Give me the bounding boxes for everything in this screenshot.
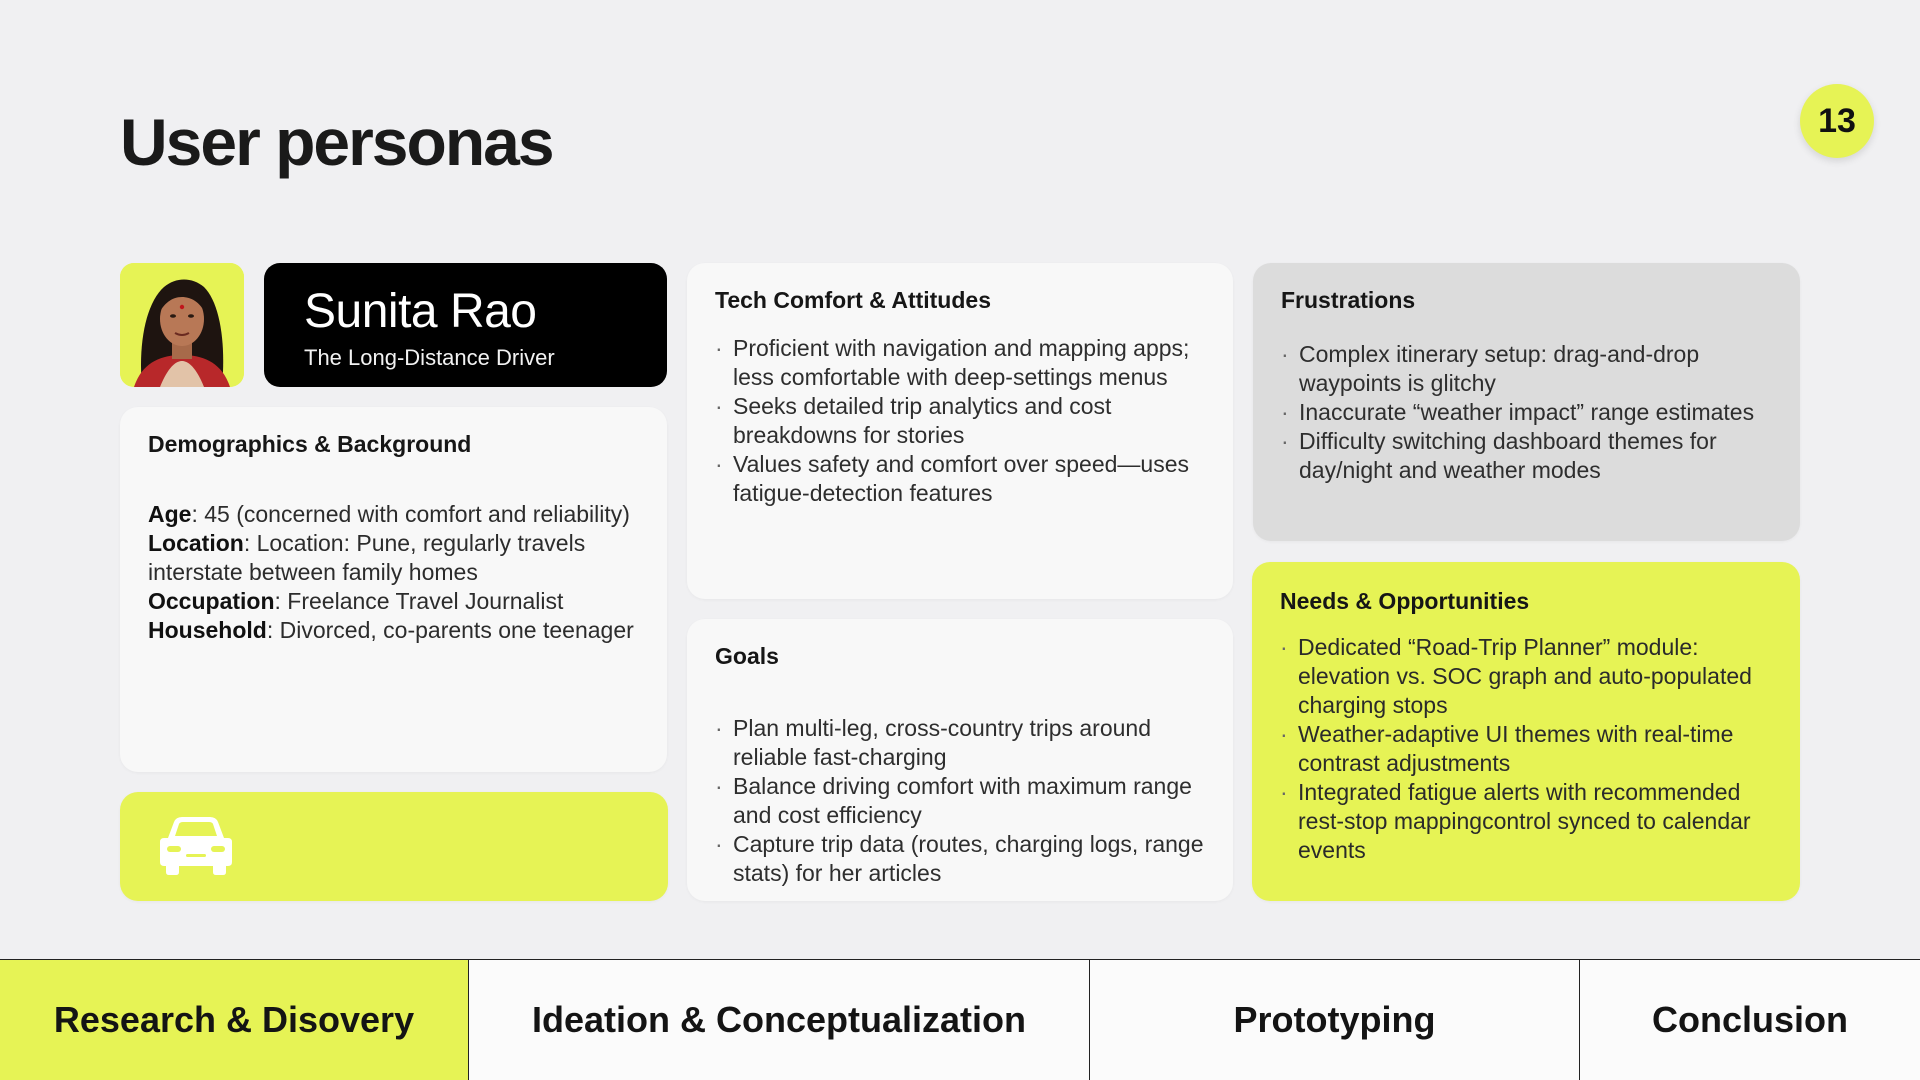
tab-conclusion[interactable]: Conclusion [1652,999,1848,1040]
location-value: : Location: Pune, regularly travels interstate between family homes [148,530,586,585]
tech-comfort-list [715,334,1205,508]
occupation-value: : Freelance Travel Journalist [274,588,564,614]
persona-role: The Long-Distance Driver [304,345,555,371]
demographics-title: Demographics & Background [148,431,472,457]
needs-opportunities-title: Needs & Opportunities [1280,588,1530,614]
needs-opportunities-card [1252,562,1800,901]
household-value: : Divorced, co-parents one teenager [266,617,634,643]
persona-name: Sunita Rao [304,285,537,338]
list-item: · Values safety and comfort over speed—uses fatigue-detection features [715,450,1205,508]
vehicle-card [120,792,668,901]
goals-card [687,619,1233,901]
list-item: · Seeks detailed trip analytics and cost breakdowns for stories [715,392,1205,450]
frustrations-title: Frustrations [1281,287,1416,313]
location-line [148,529,639,587]
list-item: · Capture trip data (routes, charging logs, range stats) for her articles [715,830,1205,888]
household-label: Household [148,617,267,643]
tech-comfort-card [687,263,1233,599]
needs-opportunities-list [1280,633,1772,865]
occupation-label: Occupation [148,588,275,614]
list-item: · Integrated fatigue alerts with recommended rest-stop mappingcontrol synced to calendar events [1280,778,1772,865]
goals-list [715,714,1205,888]
occupation-line [148,587,639,616]
location-label: Location [148,530,244,556]
goals-title: Goals [715,643,779,669]
list-item: · Balance driving comfort with maximum range and cost efficiency [715,772,1205,830]
tech-comfort-title: Tech Comfort & Attitudes [715,287,991,313]
page-title: User personas [120,105,553,179]
list-item: · Difficulty switching dashboard themes for day/night and weather modes [1281,427,1772,485]
persona-photo-icon [120,263,244,387]
list-item: · Complex itinerary setup: drag-and-drop waypoints is glitchy [1281,340,1772,398]
demographics-details [148,500,639,645]
list-item: · Weather-adaptive UI themes with real-time contrast adjustments [1280,720,1772,778]
demographics-card [120,407,667,772]
age-line [148,500,639,529]
household-line [148,616,639,645]
list-item: · Inaccurate “weather impact” range estimates [1281,398,1772,427]
tab-prototyping[interactable]: Prototyping [1090,960,1580,1080]
section-nav [0,959,1920,1080]
car-icon [158,814,234,876]
page-number-badge: 13 [1800,84,1874,158]
tab-ideation-conceptualization[interactable]: Ideation & Conceptualization [469,960,1090,1080]
list-item: · Dedicated “Road-Trip Planner” module: elevation vs. SOC graph and auto-populated charging stops [1280,633,1772,720]
tab-research-discovery[interactable]: Research & Disovery [0,960,469,1080]
persona-name-card [264,263,667,387]
frustrations-list [1281,340,1772,485]
frustrations-card [1253,263,1800,541]
age-label: Age [148,501,192,527]
list-item: · Proficient with navigation and mapping apps; less comfortable with deep-settings menus [715,334,1205,392]
list-item: · Plan multi-leg, cross-country trips around reliable fast-charging [715,714,1205,772]
age-value: : 45 (concerned with comfort and reliability) [191,501,630,527]
